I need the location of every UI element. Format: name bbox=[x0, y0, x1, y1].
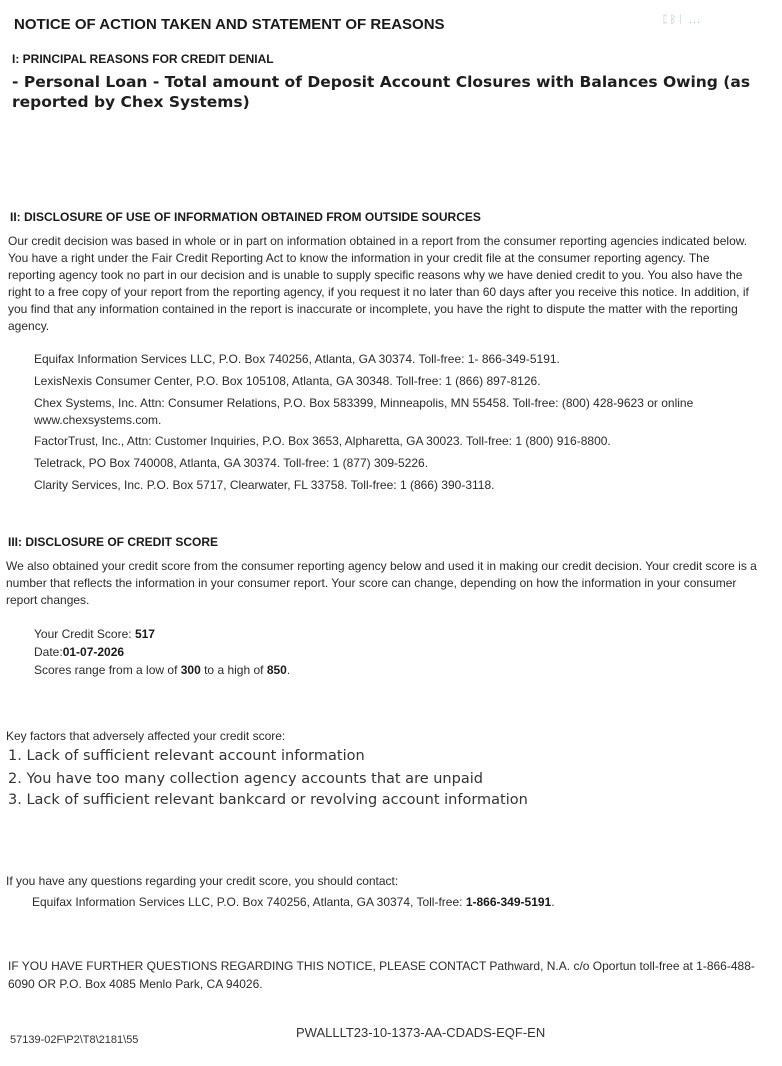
questions-contact-text: Equifax Information Services LLC, P.O. Box 740256, Atlanta, GA 30374, Toll-free: bbox=[32, 895, 466, 909]
agency-factortrust: FactorTrust, Inc., Attn: Customer Inquiries, P.O. Box 3653, Alpharetta, GA 30023. Toll-free: 1 (800) 916-8800. bbox=[34, 434, 611, 448]
section3-heading: III: DISCLOSURE OF CREDIT SCORE bbox=[8, 535, 219, 549]
section2-paragraph: Our credit decision was based in whole or in part on information obtained in a report from the consumer reporting agencies indicated below. You have a right under the Fair Credit Reporting Act to know the information in your credit file at the consumer reporting agency. The reporting agency took no part in our decision and is unable to supply specific reasons why we have denied credit to you. You also have the right to a free copy of your report from the reporting agency, if you request it no later than 60 days after you receive this notice. In addition, if you find that any information contained in the report is inaccurate or incomplete, you have the right to dispute the matter with the reporting agency. bbox=[8, 234, 749, 333]
score-range-line bbox=[34, 663, 290, 677]
questions-contact-phone: 1-866-349-5191 bbox=[465, 895, 552, 909]
section3-paragraph: We also obtained your credit score from the consumer reporting agency below and used it in making our credit decision. Your credit score is a number that reflects the information in your consumer report. Your score can change, depending on how the information in your consumer report changes. bbox=[6, 559, 757, 607]
score-date-value: 01-07-2026 bbox=[62, 645, 125, 659]
score-date-label: Date: bbox=[34, 645, 63, 659]
questions-intro: If you have any questions regarding your credit score, you should contact: bbox=[6, 874, 399, 888]
questions-contact bbox=[32, 895, 555, 909]
score-range-low: 300 bbox=[180, 663, 201, 677]
corner-mark: ᛈᛒᛁ ... bbox=[662, 14, 702, 26]
score-range-high: 850 bbox=[266, 663, 287, 677]
credit-score-value: 517 bbox=[134, 627, 155, 641]
further-questions: IF YOU HAVE FURTHER QUESTIONS REGARDING THIS NOTICE, PLEASE CONTACT Pathward, N.A. c/o Oportun toll-free at 1-866-488-6090 OR P.O. Box 4085 Menlo Park, CA 94026. bbox=[8, 959, 755, 991]
score-range-mid: to a high of bbox=[200, 663, 267, 677]
notice-title: NOTICE OF ACTION TAKEN AND STATEMENT OF REASONS bbox=[14, 16, 445, 33]
key-factor-item: 2. You have too many collection agency accounts that are unpaid bbox=[8, 771, 483, 787]
agency-clarity: Clarity Services, Inc. P.O. Box 5717, Clearwater, FL 33758. Toll-free: 1 (866) 390-3118. bbox=[34, 478, 495, 492]
section1-heading: I: PRINCIPAL REASONS FOR CREDIT DENIAL bbox=[12, 52, 274, 66]
agency-lexisnexis: LexisNexis Consumer Center, P.O. Box 105108, Atlanta, GA 30348. Toll-free: 1 (866) 897-8126. bbox=[34, 374, 541, 388]
agency-teletrack: Teletrack, PO Box 740008, Atlanta, GA 30374. Toll-free: 1 (877) 309-5226. bbox=[34, 456, 429, 470]
agency-chex: Chex Systems, Inc. Attn: Consumer Relations, P.O. Box 583399, Minneapolis, MN 55458. Toll-free: (800) 428-9623 or online www.chexsystems.com. bbox=[34, 396, 694, 427]
footer-center-code: PWALLLT23-10-1373-AA-CDADS-EQF-EN bbox=[296, 1025, 546, 1040]
score-range-suffix: . bbox=[286, 663, 291, 677]
credit-score-line bbox=[34, 627, 155, 641]
key-factors-intro: Key factors that adversely affected your credit score: bbox=[6, 729, 286, 743]
agency-equifax: Equifax Information Services LLC, P.O. Box 740256, Atlanta, GA 30374. Toll-free: 1- 866-349-5191. bbox=[34, 352, 560, 366]
score-range-prefix: Scores range from a low of bbox=[34, 663, 181, 677]
denial-reason: - Personal Loan - Total amount of Deposit Account Closures with Balances Owing (as reported by Chex Systems) bbox=[12, 73, 751, 111]
footer-left-code: 57139-02F\P2\T8\2181\55 bbox=[10, 1034, 139, 1046]
score-date-line bbox=[34, 645, 124, 659]
section2-heading: II: DISCLOSURE OF USE OF INFORMATION OBTAINED FROM OUTSIDE SOURCES bbox=[10, 210, 481, 224]
questions-contact-end: . bbox=[551, 895, 555, 909]
credit-score-label: Your Credit Score: bbox=[34, 627, 135, 641]
key-factor-item: 3. Lack of sufficient relevant bankcard or revolving account information bbox=[8, 792, 528, 808]
key-factor-item: 1. Lack of sufficient relevant account information bbox=[8, 748, 365, 764]
